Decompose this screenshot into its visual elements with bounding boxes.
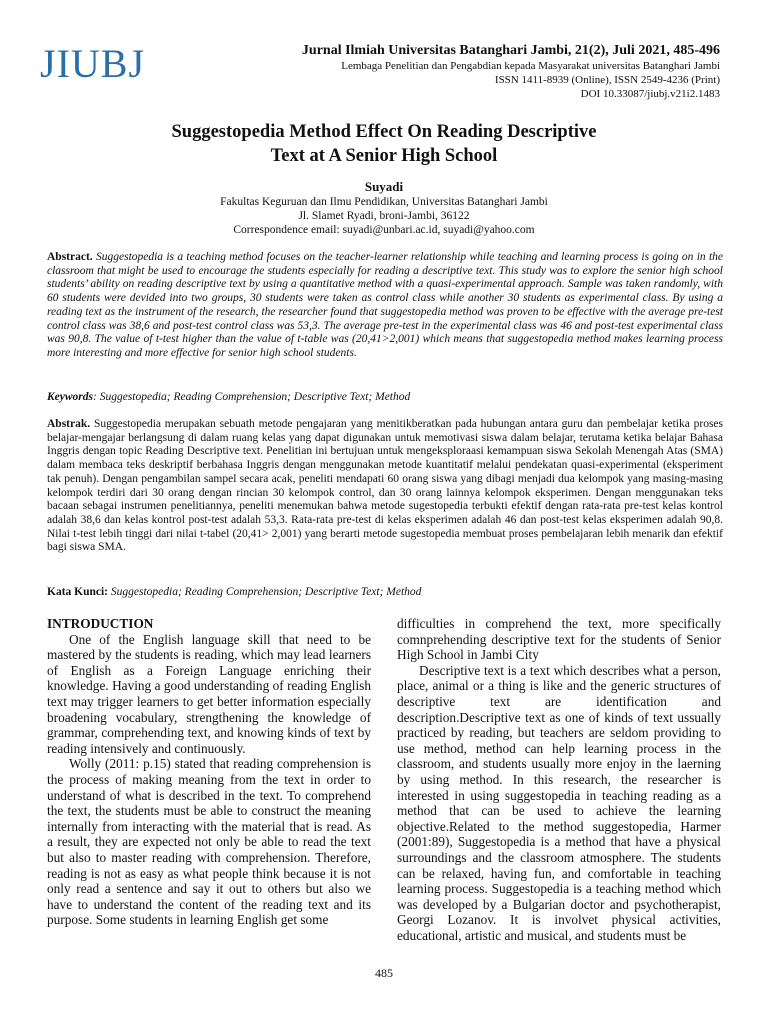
journal-citation: Jurnal Ilmiah Universitas Batanghari Jambi, 21(2), Juli 2021, 485-496: [301, 43, 720, 58]
journal-doi[interactable]: DOI 10.33087/jiubj.v21i2.1483: [580, 88, 720, 100]
body-column-right: [397, 616, 721, 943]
paper-title: [60, 120, 708, 168]
journal-publisher: Lembaga Penelitian dan Pengabdian kepada Masyarakat universitas Batanghari Jambi: [341, 60, 720, 72]
keywords-text: : Suggestopedia; Reading Comprehension; Descriptive Text; Method: [93, 391, 411, 403]
body-column-left: [47, 616, 371, 928]
kata-kunci-label: Kata Kunci:: [47, 586, 109, 598]
title-line-2: Text at A Senior High School: [270, 146, 498, 166]
journal-header: [302, 42, 720, 101]
paragraph: One of the English language skill that need to be mastered by the students is reading, which may lead learners of English as a Foreign Language enriching their knowledge. Having a good understanding of reading English text may trigger learners to get better information especially broadening vocabulary, strengthening the knowledge of grammar, comprehending text, and knowing kinds of text by reading intensively and continuously.: [47, 631, 371, 756]
keywords-label: Keywords: [47, 391, 93, 403]
title-line-1: Suggestopedia Method Effect On Reading Descriptive: [171, 122, 597, 142]
paragraph: Wolly (2011: p.15) stated that reading comprehension is the process of making meaning from the text in order to understand of what is described in the text. To comprehend the text, the students must be able to construct the meaning internally from interacting with the material that is read. As a result, they are expected not only be able to read the text but also to master reading with comprehension. Therefore, reading is not as easy as what people think because it is not only read a sentence and say it out to others but also we have to understand the content of the reading text and its purpose. Some students in learning English get some: [47, 756, 371, 928]
kata-kunci-text: Suggestopedia; Reading Comprehension; Descriptive Text; Method: [110, 586, 422, 598]
abstrak-label: Abstrak.: [47, 418, 91, 430]
affiliation-line: Fakultas Keguruan dan Ilmu Pendidikan, Universitas Batanghari Jambi: [220, 196, 548, 208]
paragraph: difficulties in comprehend the text, more specifically comnprehending descriptive text for the students of Senior High School in Jambi City: [397, 616, 721, 663]
paragraph: Descriptive text is a text which describes what a person, place, animal or a thing is like and the generic structures of descriptive text are identification and description.Descriptive text as one of kinds of text ussually practiced by reading, but teachers are seldom providing to use method, method can help learning process in the classroom, and students usually more enjoy in the laerning by using method. In this research, the researcher is interested in using suggestopedia in teaching reading as a method that can be used to achieve the learning objective.Related to the method suggestopedia, Harmer (2001:89), Suggestopedia is a method that have a physical surroundings and the classroom atmosphere. The students can be relaxed, having fun, and comfortable in teaching learning process. Suggestopedia is a teaching method which was developed by a Bulgarian doctor and psychotherapist, Georgi Lozanov. It is involvet physical activities, educational, artistic and musical, and students must be: [397, 662, 721, 943]
abstract-english: [47, 251, 723, 361]
page-number: 485: [375, 966, 393, 980]
author-name: Suyadi: [364, 179, 404, 194]
journal-issn: ISSN 1411-8939 (Online), ISSN 2549-4236 (Print): [494, 74, 720, 86]
correspondence-email[interactable]: Correspondence email: suyadi@unbari.ac.id, suyadi@yahoo.com: [233, 224, 535, 236]
journal-logo: JIUBJ: [40, 41, 146, 86]
abstrak-text: Suggestopedia merupakan sebuath metode pengajaran yang menitikberatkan pada hubungan antara guru dan pembelajar ketika proses belajar-mengajar berlangsung di dalam ruang kelas yang dapat digunakan untuk memotivasi siswa dalam belajar, terutama ketika belajar Bahasa Inggris dengan topic Reading Descriptive text. Penelitian ini bertujuan untuk mengeksploraasi kemampuan siswa Sekolah Menengah Atas (SMA) dalam membaca teks deskriptif berbahasa Inggris dengan menggunakan metode kuantitatif melalui pendekatan quasi-experimental (eksperiment tak penuh). Dengan pengambilan sampel secara acak, peneliti mendapati 60 orang siswa yang dibagi menjadi dua kelompok yang masing-masing kelompok terdiri dari 30 orang dengan rincian 30 kelompok control, dan 30 orang lainnya kelompok eksperimen. Dengan menggunakan teks bacaan sebagai instrumen penelitiannya, peneliti menemukan bahwa metode sugestopedia terbukti efektif dengan rata-rata pre-test kelas kontrol adalah 38,6 dan kelas kontrol post-test adalah 53,3. Rata-rata pre-test di kelas eksperimen adalah 46 dan post-test kelas eksperimen adalah 90,8. Nilai t-test lebih tinggi dari nilai t-tabel (20,41> 2,001) yang berarti metode sugestopedia membuat proses pembelajaran lebih menarik dan efektif bagi siswa SMA.: [47, 418, 724, 554]
abstract-label: Abstract.: [47, 251, 93, 263]
abstract-text: Suggestopedia is a teaching method focuses on the teacher-learner relationship while teaching and learning process is going on in the classroom that might be used to encourage the students especially for reading a descriptive text. This study was to explore the senior high school students’ ability on reading descriptive text by using a quantitative method with a quasi-experimental approach. Sample was taken randomly, with 60 students were devided into two groups, 30 students were taken as control class while another 30 students as experimental class. By using a reading text as the instrument of the research, the researcher found that suggestopedia method was proven to be effective with the average pre-test control class was 38,6 and post-test control class was 53,3. The average pre-test in the experimental class was 46 and post-test experimental class was 90,8. The value of t-test higher than the value of t-table was (20,41>2,001) which means that suggestopedia method makes learning process more interesting and more effective for senior high school students.: [47, 251, 724, 359]
address-line: Jl. Slamet Ryadi, broni-Jambi, 36122: [298, 210, 470, 222]
author-affiliation: [60, 195, 708, 237]
section-heading-introduction: INTRODUCTION: [47, 616, 154, 631]
keywords-indonesian: [47, 586, 723, 600]
keywords-english: [47, 391, 723, 405]
abstract-indonesian: [47, 418, 723, 555]
